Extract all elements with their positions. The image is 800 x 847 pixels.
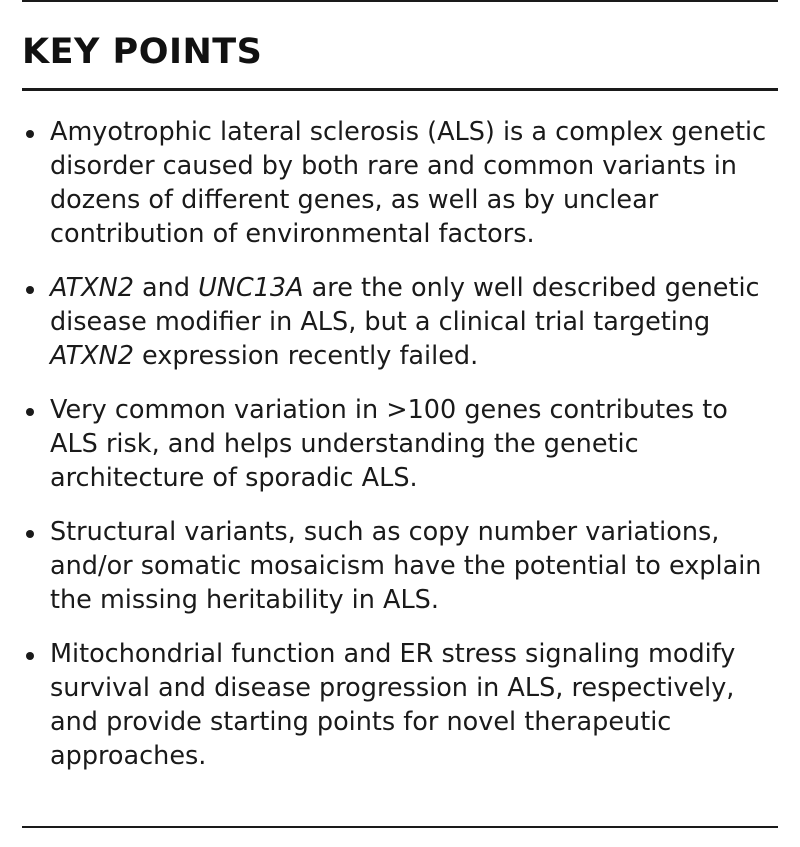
bullet-icon: [26, 652, 34, 660]
key-point-text: Very common variation in >100 genes contributes to ALS risk, and helps understanding the genetic architecture of sporadic ALS.: [50, 395, 728, 493]
key-point-text: expression recently failed.: [133, 341, 479, 371]
key-point-2: [22, 271, 778, 373]
key-points-box: [22, 0, 778, 847]
top-divider: [22, 0, 778, 2]
key-point-1: [22, 115, 778, 251]
bullet-icon: [26, 286, 34, 294]
title-divider: [22, 88, 778, 91]
key-point-text: Amyotrophic lateral sclerosis (ALS) is a complex genetic disorder caused by both rare and common variants in dozens of different genes, as well as by unclear contribution of environmental factors.: [50, 117, 767, 249]
gene-name: ATXN2: [50, 341, 134, 371]
key-point-3: [22, 393, 778, 495]
bottom-divider: [22, 826, 778, 828]
bullet-icon: [26, 130, 34, 138]
gene-name: UNC13A: [198, 273, 304, 303]
key-point-text: Structural variants, such as copy number variations, and/or somatic mosaicism have the potential to explain the missing heritability in ALS.: [50, 517, 762, 615]
key-point-5: [22, 637, 778, 773]
key-point-4: [22, 515, 778, 617]
gene-name: ATXN2: [50, 273, 134, 303]
key-point-text: are the only well described genetic disease modifier in ALS, but a clinical trial targeting: [50, 273, 760, 337]
key-point-text: Mitochondrial function and ER stress signaling modify survival and disease progression in ALS, respectively, and provide starting points for novel therapeutic approaches.: [50, 639, 736, 771]
bullet-icon: [26, 530, 34, 538]
key-point-text: and: [133, 273, 199, 303]
key-points-list: [22, 115, 778, 793]
bullet-icon: [26, 408, 34, 416]
box-title: KEY POINTS: [22, 32, 263, 72]
